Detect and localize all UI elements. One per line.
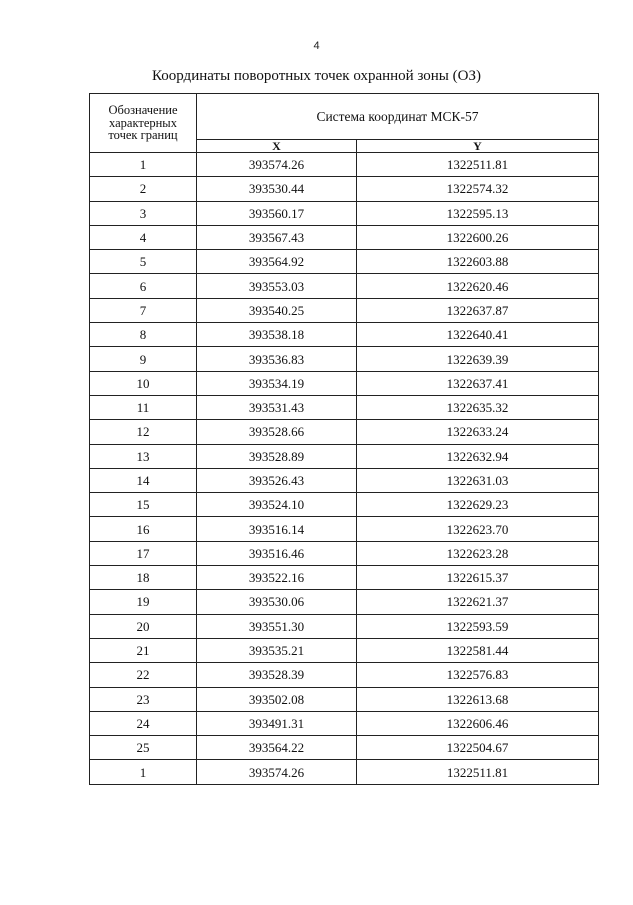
- x-coordinate-cell: 393491.31: [197, 711, 357, 735]
- document-title: Координаты поворотных точек охранной зоны (ОЗ): [152, 68, 481, 84]
- point-number-cell: 14: [90, 468, 197, 492]
- table-row: [90, 177, 599, 201]
- table-row: [90, 225, 599, 249]
- table-row: [90, 687, 599, 711]
- y-coordinate-cell: 1322623.70: [357, 517, 599, 541]
- table-row: [90, 444, 599, 468]
- point-number-cell: 2: [90, 177, 197, 201]
- y-coordinate-cell: 1322629.23: [357, 493, 599, 517]
- point-number-cell: 24: [90, 711, 197, 735]
- point-number-cell: 1: [90, 760, 197, 784]
- table-row: [90, 711, 599, 735]
- point-number-cell: 6: [90, 274, 197, 298]
- x-coordinate-cell: 393524.10: [197, 493, 357, 517]
- y-coordinate-cell: 1322576.83: [357, 663, 599, 687]
- table-row: [90, 468, 599, 492]
- point-number-cell: 8: [90, 323, 197, 347]
- coordinates-table: [89, 93, 599, 785]
- point-number-cell: 9: [90, 347, 197, 371]
- y-coordinate-cell: 1322511.81: [357, 760, 599, 784]
- y-coordinate-cell: 1322606.46: [357, 711, 599, 735]
- point-number-cell: 21: [90, 638, 197, 662]
- header-point-label: [90, 94, 197, 153]
- table-row: [90, 736, 599, 760]
- x-coordinate-cell: 393574.26: [197, 153, 357, 177]
- table-row: [90, 420, 599, 444]
- x-coordinate-cell: 393560.17: [197, 201, 357, 225]
- table-row: [90, 395, 599, 419]
- header-y: Y: [357, 140, 599, 153]
- point-number-cell: 15: [90, 493, 197, 517]
- y-coordinate-cell: 1322620.46: [357, 274, 599, 298]
- x-coordinate-cell: 393535.21: [197, 638, 357, 662]
- table-row: [90, 493, 599, 517]
- x-coordinate-cell: 393551.30: [197, 614, 357, 638]
- x-coordinate-cell: 393522.16: [197, 566, 357, 590]
- x-coordinate-cell: 393567.43: [197, 225, 357, 249]
- table-row: [90, 760, 599, 784]
- y-coordinate-cell: 1322593.59: [357, 614, 599, 638]
- x-coordinate-cell: 393553.03: [197, 274, 357, 298]
- x-coordinate-cell: 393516.14: [197, 517, 357, 541]
- table-row: [90, 274, 599, 298]
- point-number-cell: 20: [90, 614, 197, 638]
- x-coordinate-cell: 393564.22: [197, 736, 357, 760]
- table-row: [90, 566, 599, 590]
- x-coordinate-cell: 393538.18: [197, 323, 357, 347]
- point-number-cell: 10: [90, 371, 197, 395]
- table-row: [90, 638, 599, 662]
- point-number-cell: 11: [90, 395, 197, 419]
- y-coordinate-cell: 1322637.41: [357, 371, 599, 395]
- table-body: [90, 153, 599, 785]
- point-number-cell: 16: [90, 517, 197, 541]
- header-label-line: характерных: [109, 115, 177, 130]
- x-coordinate-cell: 393530.06: [197, 590, 357, 614]
- y-coordinate-cell: 1322621.37: [357, 590, 599, 614]
- header-label-line: Обозначение: [108, 103, 178, 118]
- point-number-cell: 12: [90, 420, 197, 444]
- point-number-cell: 17: [90, 541, 197, 565]
- point-number-cell: 3: [90, 201, 197, 225]
- x-coordinate-cell: 393564.92: [197, 250, 357, 274]
- point-number-cell: 23: [90, 687, 197, 711]
- point-number-cell: 19: [90, 590, 197, 614]
- point-number-cell: 1: [90, 153, 197, 177]
- y-coordinate-cell: 1322511.81: [357, 153, 599, 177]
- table-row: [90, 371, 599, 395]
- y-coordinate-cell: 1322504.67: [357, 736, 599, 760]
- x-coordinate-cell: 393536.83: [197, 347, 357, 371]
- x-coordinate-cell: 393526.43: [197, 468, 357, 492]
- header-coordinate-system: Система координат МСК-57: [197, 94, 599, 140]
- x-coordinate-cell: 393528.66: [197, 420, 357, 444]
- y-coordinate-cell: 1322595.13: [357, 201, 599, 225]
- table-row: [90, 201, 599, 225]
- x-coordinate-cell: 393530.44: [197, 177, 357, 201]
- table-row: [90, 541, 599, 565]
- x-coordinate-cell: 393502.08: [197, 687, 357, 711]
- table-row: [90, 323, 599, 347]
- point-number-cell: 13: [90, 444, 197, 468]
- y-coordinate-cell: 1322637.87: [357, 298, 599, 322]
- point-number-cell: 4: [90, 225, 197, 249]
- x-coordinate-cell: 393531.43: [197, 395, 357, 419]
- y-coordinate-cell: 1322615.37: [357, 566, 599, 590]
- y-coordinate-cell: 1322632.94: [357, 444, 599, 468]
- table-row: [90, 153, 599, 177]
- x-coordinate-cell: 393534.19: [197, 371, 357, 395]
- page-number: 4: [313, 40, 320, 52]
- x-coordinate-cell: 393528.39: [197, 663, 357, 687]
- y-coordinate-cell: 1322600.26: [357, 225, 599, 249]
- table-row: [90, 347, 599, 371]
- y-coordinate-cell: 1322574.32: [357, 177, 599, 201]
- point-number-cell: 22: [90, 663, 197, 687]
- table-row: [90, 590, 599, 614]
- y-coordinate-cell: 1322635.32: [357, 395, 599, 419]
- table-row: [90, 250, 599, 274]
- table-header: [90, 94, 599, 153]
- table-row: [90, 663, 599, 687]
- point-number-cell: 25: [90, 736, 197, 760]
- table-row: [90, 298, 599, 322]
- y-coordinate-cell: 1322581.44: [357, 638, 599, 662]
- x-coordinate-cell: 393574.26: [197, 760, 357, 784]
- x-coordinate-cell: 393516.46: [197, 541, 357, 565]
- y-coordinate-cell: 1322603.88: [357, 250, 599, 274]
- table-row: [90, 614, 599, 638]
- y-coordinate-cell: 1322640.41: [357, 323, 599, 347]
- point-number-cell: 7: [90, 298, 197, 322]
- x-coordinate-cell: 393528.89: [197, 444, 357, 468]
- y-coordinate-cell: 1322633.24: [357, 420, 599, 444]
- header-x: X: [197, 140, 357, 153]
- y-coordinate-cell: 1322613.68: [357, 687, 599, 711]
- y-coordinate-cell: 1322639.39: [357, 347, 599, 371]
- point-number-cell: 5: [90, 250, 197, 274]
- y-coordinate-cell: 1322631.03: [357, 468, 599, 492]
- x-coordinate-cell: 393540.25: [197, 298, 357, 322]
- header-label-line: точек границ: [108, 128, 178, 143]
- y-coordinate-cell: 1322623.28: [357, 541, 599, 565]
- table-row: [90, 517, 599, 541]
- point-number-cell: 18: [90, 566, 197, 590]
